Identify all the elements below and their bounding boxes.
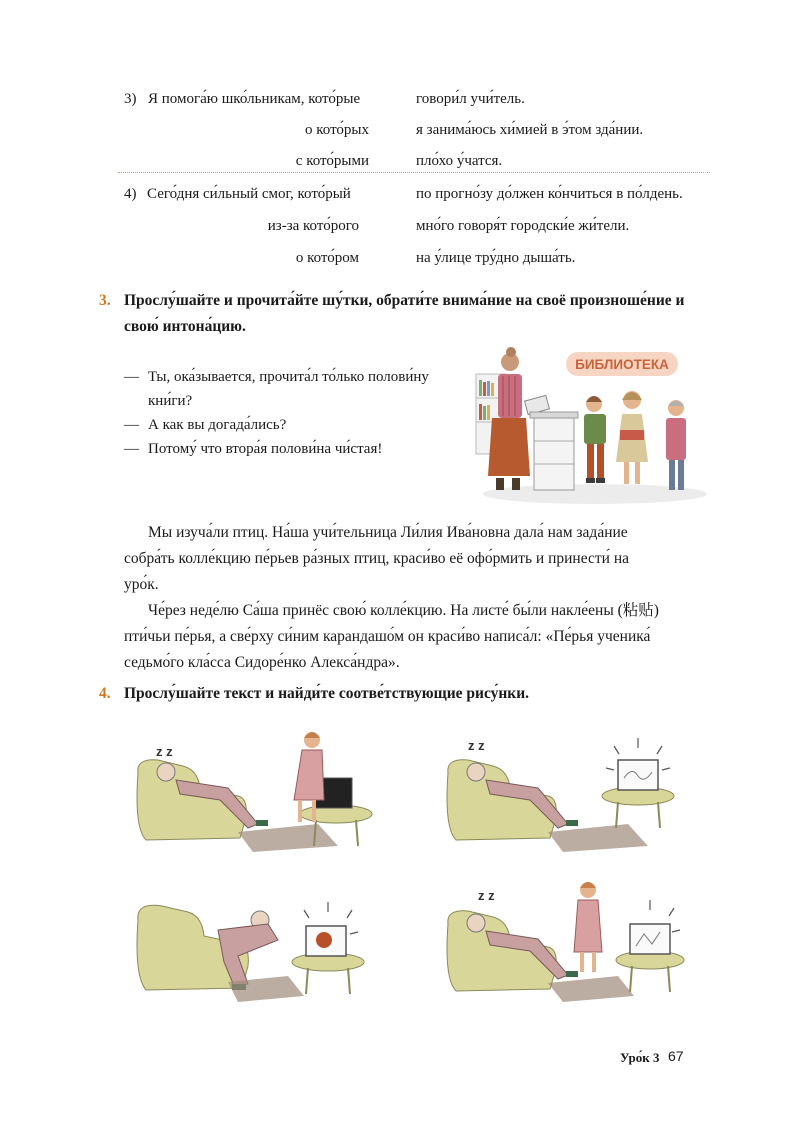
item3-left-1: Я помога́ю шко́льникам, кото́рые [148, 91, 361, 107]
dotted-separator [118, 172, 710, 173]
dialogue-line-2: А как вы догада́лись? [148, 417, 287, 433]
library-illustration [470, 346, 710, 506]
item4-left-1: Сего́дня си́льный смог, кото́рый [147, 186, 351, 202]
exercise4-number: 4. [99, 685, 111, 702]
dialogue-dash-3: — [124, 441, 139, 457]
item3-right-1: говори́л учи́тель. [416, 91, 525, 107]
item4-right-1: по прогно́зу до́лжен ко́нчиться в по́лдень. [416, 186, 683, 202]
picture-1 [128, 728, 378, 853]
svg-text:z z: z z [156, 744, 173, 759]
story-line-1: Мы изуча́ли птиц. На́ша учи́тельница Ли́лия Ива́новна дала́ нам зада́ние [148, 524, 628, 541]
footer-lesson: Уро́к 3 [620, 1050, 660, 1065]
svg-text:z z: z z [478, 888, 495, 903]
picture-3 [128, 880, 378, 1005]
story-line-2: собра́ть колле́кцию пе́рьев ра́зных птиц, краси́во её офо́рмить и принести́ на [124, 550, 629, 567]
story-line-3: уро́к. [124, 576, 159, 593]
item3-right-3: пло́хо у́чатся. [416, 153, 503, 169]
item4-right-2: мно́го говоря́т городски́е жи́тели. [416, 218, 630, 234]
exercise3-instruction-line1: Прослу́шайте и прочита́йте шу́тки, обрати́те внима́ние на своё произноше́ние и [124, 292, 685, 309]
item3-left-3: с кото́рыми [295, 153, 369, 169]
library-sign: БИБЛИОТЕКА [575, 357, 669, 372]
page-number: 67 [668, 1048, 684, 1064]
exercise3-instruction-line2: свою́ интона́цию. [124, 318, 246, 335]
picture-2 [438, 728, 688, 853]
dialogue-line-3: Потому́ что втора́я полови́на чи́стая! [148, 441, 383, 457]
exercise4-instruction: Прослу́шайте текст и найди́те соотве́тствующие рису́нки. [124, 685, 530, 702]
item4-left-2: из-за кото́рого [267, 218, 359, 234]
dialogue-line-1: Ты, ока́зывается, прочита́л то́лько полови́ну [148, 369, 429, 385]
dialogue-line-1-cont: кни́ги? [148, 393, 193, 409]
story-line-4: Че́рез неде́лю Са́ша принёс свою́ колле́кцию. На листе́ бы́ли накле́ены (粘贴) [148, 602, 659, 619]
story-line-6: седьмо́го кла́сса Сидоре́нко Алекса́ндра». [124, 654, 400, 671]
dialogue-dash-2: — [124, 417, 139, 433]
story-line-5: пти́чьи пе́рья, а све́рху си́ним карандашо́м он краси́во написа́л: «Пе́рья ученика́ [124, 628, 651, 645]
dialogue-dash-1: — [124, 369, 139, 385]
item3-number: 3) [124, 91, 137, 107]
svg-text:z z: z z [468, 738, 485, 753]
exercise3-number: 3. [99, 292, 111, 309]
picture-4 [438, 876, 688, 1004]
item3-left-2: о кото́рых [304, 122, 369, 138]
item4-number: 4) [124, 186, 137, 202]
item3-right-2: я занима́юсь хи́мией в э́том зда́нии. [416, 122, 644, 138]
item4-left-3: о кото́ром [295, 250, 359, 266]
item4-right-3: на у́лице тру́дно дыша́ть. [416, 250, 576, 266]
